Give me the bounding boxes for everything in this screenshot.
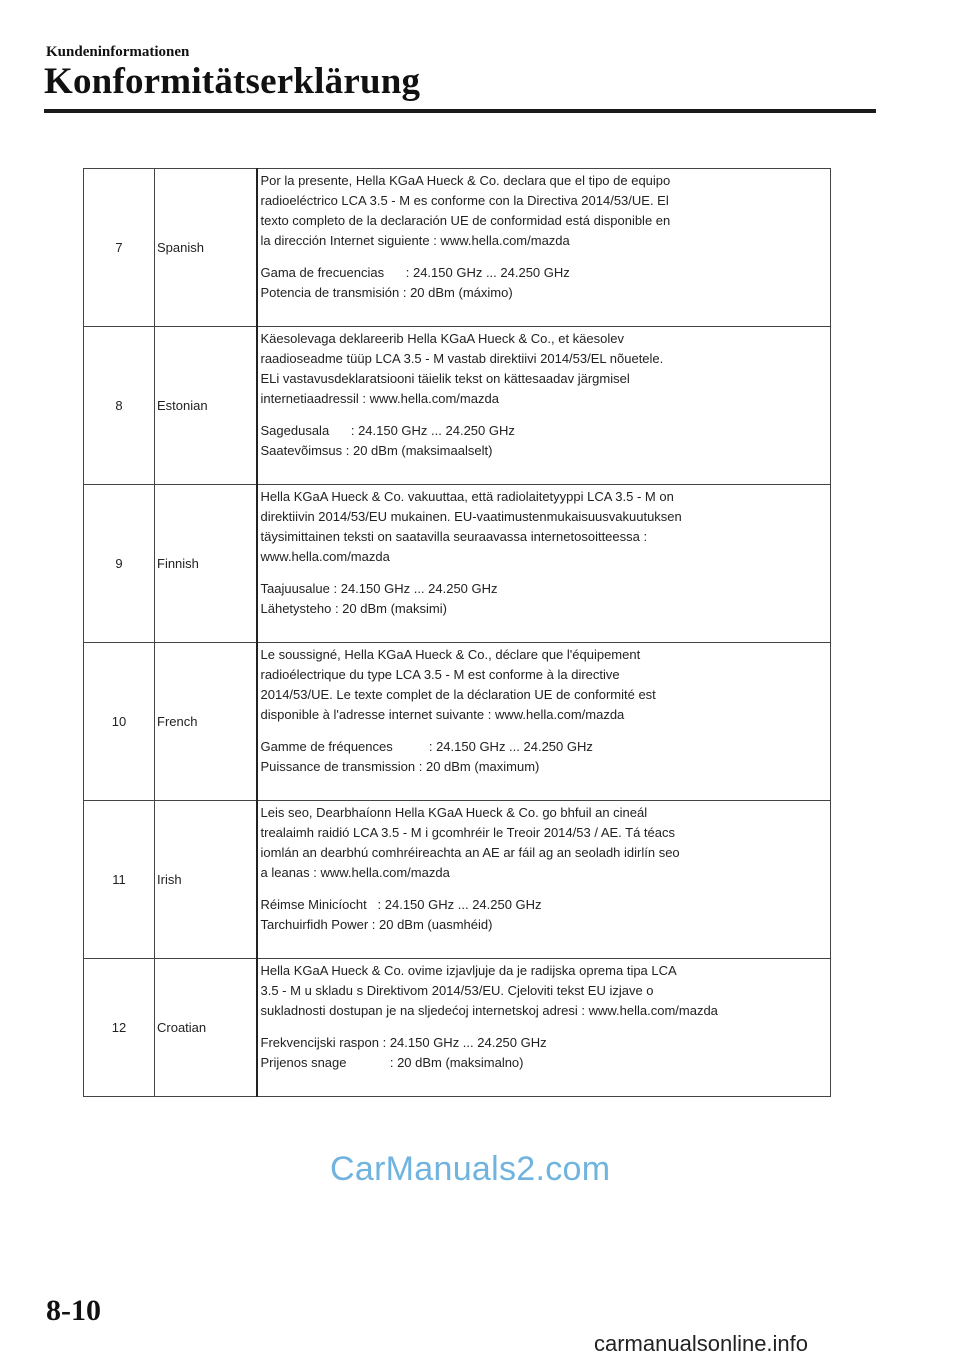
spec-line: Lähetysteho : 20 dBm (maksimi) bbox=[260, 601, 447, 616]
table-row bbox=[84, 959, 831, 1097]
declaration-line: internetiaadressil : www.hella.com/mazda bbox=[260, 391, 499, 406]
declaration-line: radioeléctrico LCA 3.5 - M es conforme con la Directiva 2014/53/UE. El bbox=[260, 193, 669, 208]
declaration-line: Leis seo, Dearbhaíonn Hella KGaA Hueck & Co. go bhfuil an cineál bbox=[260, 805, 648, 820]
declaration-line: radioélectrique du type LCA 3.5 - M est conforme à la directive bbox=[260, 667, 620, 682]
declaration-text bbox=[257, 169, 831, 327]
title-divider bbox=[44, 109, 876, 113]
declaration-line: sukladnosti dostupan je na sljedećoj internetskoj adresi : www.hella.com/mazda bbox=[260, 1003, 718, 1018]
declaration-text bbox=[257, 485, 831, 643]
spec-line: Taajuusalue : 24.150 GHz ... 24.250 GHz bbox=[260, 581, 498, 596]
declaration-line: www.hella.com/mazda bbox=[260, 549, 390, 564]
declaration-line: 3.5 - M u skladu s Direktivom 2014/53/EU. Cjeloviti tekst EU izjave o bbox=[260, 983, 654, 998]
spec-line: Gamme de fréquences : 24.150 GHz ... 24.250 GHz bbox=[260, 739, 593, 754]
spacer bbox=[261, 251, 827, 263]
row-language: Spanish bbox=[155, 169, 257, 327]
spec-line: Sagedusala : 24.150 GHz ... 24.250 GHz bbox=[260, 423, 515, 438]
spec-line: Réimse Minicíocht : 24.150 GHz ... 24.250 GHz bbox=[260, 897, 542, 912]
table-row bbox=[84, 327, 831, 485]
table-row bbox=[84, 801, 831, 959]
declaration-text bbox=[257, 327, 831, 485]
row-number: 7 bbox=[84, 169, 155, 327]
row-language: Estonian bbox=[155, 327, 257, 485]
spacer bbox=[261, 725, 827, 737]
watermark: CarManuals2.com bbox=[330, 1150, 611, 1188]
row-number: 9 bbox=[84, 485, 155, 643]
declaration-line: 2014/53/UE. Le texte complet de la déclaration UE de conformité est bbox=[260, 687, 656, 702]
declaration-line: Käesolevaga deklareerib Hella KGaA Hueck & Co., et käesolev bbox=[260, 331, 624, 346]
declaration-table-body bbox=[84, 169, 831, 1097]
spec-line: Tarchuirfidh Power : 20 dBm (uasmhéid) bbox=[260, 917, 493, 932]
footer-site: carmanualsonline.info bbox=[594, 1331, 809, 1356]
spec-line: Prijenos snage : 20 dBm (maksimalno) bbox=[260, 1055, 524, 1070]
spacer bbox=[261, 1021, 827, 1033]
row-number: 12 bbox=[84, 959, 155, 1097]
declaration-line: la dirección Internet siguiente : www.hella.com/mazda bbox=[260, 233, 570, 248]
declaration-table bbox=[83, 168, 831, 1097]
spec-line: Gama de frecuencias : 24.150 GHz ... 24.250 GHz bbox=[260, 265, 570, 280]
declaration-text bbox=[257, 959, 831, 1097]
row-language: Finnish bbox=[155, 485, 257, 643]
row-language: French bbox=[155, 643, 257, 801]
declaration-line: Hella KGaA Hueck & Co. vakuuttaa, että radiolaitetyyppi LCA 3.5 - M on bbox=[260, 489, 674, 504]
page-number: 8-10 bbox=[46, 1294, 101, 1327]
row-number: 10 bbox=[84, 643, 155, 801]
declaration-line: Le soussigné, Hella KGaA Hueck & Co., déclare que l'équipement bbox=[260, 647, 641, 662]
declaration-line: raadioseadme tüüp LCA 3.5 - M vastab direktiivi 2014/53/EL nõuetele. bbox=[260, 351, 664, 366]
declaration-line: texto completo de la declaración UE de conformidad está disponible en bbox=[260, 213, 671, 228]
spec-line: Frekvencijski raspon : 24.150 GHz ... 24.250 GHz bbox=[260, 1035, 547, 1050]
spec-line: Potencia de transmisión : 20 dBm (máximo) bbox=[260, 285, 513, 300]
row-number: 11 bbox=[84, 801, 155, 959]
row-language: Croatian bbox=[155, 959, 257, 1097]
declaration-line: Hella KGaA Hueck & Co. ovime izjavljuje da je radijska oprema tipa LCA bbox=[260, 963, 677, 978]
declaration-text bbox=[257, 643, 831, 801]
declaration-line: ELi vastavusdeklaratsiooni täielik tekst on kättesaadav järgmisel bbox=[260, 371, 630, 386]
table-row bbox=[84, 169, 831, 327]
table-row bbox=[84, 643, 831, 801]
section-label: Kundeninformationen bbox=[46, 44, 190, 60]
spacer bbox=[261, 567, 827, 579]
spec-line: Saatevõimsus : 20 dBm (maksimaalselt) bbox=[260, 443, 493, 458]
declaration-line: iomlán an dearbhú comhréireachta an AE ar fáil ag an seoladh idirlín seo bbox=[260, 845, 680, 860]
table-row bbox=[84, 485, 831, 643]
spec-line: Puissance de transmission : 20 dBm (maximum) bbox=[260, 759, 540, 774]
declaration-text bbox=[257, 801, 831, 959]
page-title: Konformitätserklärung bbox=[44, 61, 421, 102]
declaration-line: direktiivin 2014/53/EU mukainen. EU-vaatimustenmukaisuusvakuutuksen bbox=[260, 509, 682, 524]
row-language: Irish bbox=[155, 801, 257, 959]
declaration-line: a leanas : www.hella.com/mazda bbox=[260, 865, 450, 880]
declaration-line: Por la presente, Hella KGaA Hueck & Co. declara que el tipo de equipo bbox=[260, 173, 671, 188]
declaration-line: täysimittainen teksti on saatavilla seuraavassa internetosoitteessa : bbox=[260, 529, 648, 544]
spacer bbox=[261, 883, 827, 895]
row-number: 8 bbox=[84, 327, 155, 485]
spacer bbox=[261, 409, 827, 421]
declaration-line: disponible à l'adresse internet suivante : www.hella.com/mazda bbox=[260, 707, 625, 722]
declaration-line: trealaimh raidió LCA 3.5 - M i gcomhréir le Treoir 2014/53 / AE. Tá téacs bbox=[260, 825, 676, 840]
